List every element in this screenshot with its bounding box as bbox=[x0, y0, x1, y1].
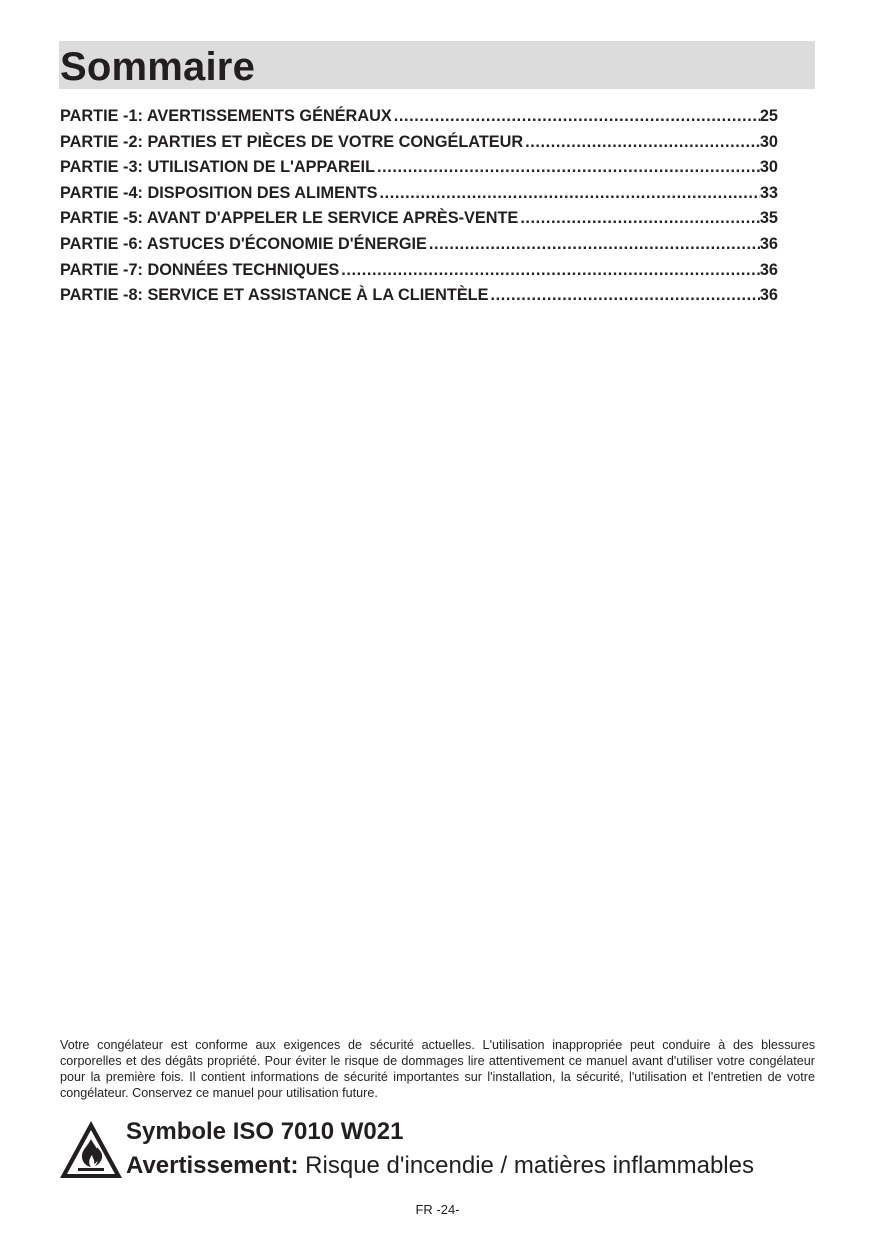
iso-symbol-title: Symbole ISO 7010 W021 bbox=[126, 1118, 404, 1145]
toc-entry-page: 30 bbox=[759, 158, 778, 177]
toc-leader-dots bbox=[392, 104, 760, 130]
page-title: Sommaire bbox=[60, 45, 256, 89]
toc-leader-dots bbox=[375, 155, 760, 181]
toc-entry-page: 30 bbox=[759, 132, 778, 151]
toc-leader-dots bbox=[427, 232, 760, 258]
toc-entry-6[interactable] bbox=[60, 232, 778, 258]
toc-entry-page: 33 bbox=[759, 183, 778, 202]
title-bar bbox=[59, 41, 815, 89]
toc-entry-label: PARTIE -2: PARTIES ET PIÈCES DE VOTRE CONGÉLATEUR bbox=[60, 132, 524, 151]
safety-notice: Votre congélateur est conforme aux exigences de sécurité actuelles. L'utilisation inappropriée peut conduire à des blessures corporelles et des dégâts propriété. Pour éviter le risque de dommages lire attentivement ce manuel avant d'utiliser votre congélateur pour la première fois. Il contient informations de sécurité importantes sur l'installation, la sécurité, l'utilisation et l'entretien de votre congélateur. Conservez ce manuel pour utilisation future. bbox=[60, 1038, 815, 1100]
toc-entry-page: 25 bbox=[759, 107, 778, 125]
toc-entry-4[interactable] bbox=[60, 181, 778, 207]
toc-entry-page: 36 bbox=[759, 234, 778, 253]
toc-entry-label: PARTIE -3: UTILISATION DE L'APPAREIL bbox=[60, 158, 376, 177]
toc-leader-dots bbox=[523, 130, 760, 156]
toc-leader-dots bbox=[339, 258, 760, 284]
toc-entry-label: PARTIE -8: SERVICE ET ASSISTANCE À LA CLIENTÈLE bbox=[60, 286, 489, 305]
toc-entry-1[interactable] bbox=[60, 104, 778, 130]
toc-entry-label: PARTIE -6: ASTUCES D'ÉCONOMIE D'ÉNERGIE bbox=[60, 234, 427, 253]
iso-warning-label: Avertissement: bbox=[126, 1152, 299, 1179]
toc-entry-page: 36 bbox=[759, 286, 778, 305]
page-number: FR -24- bbox=[415, 1202, 460, 1217]
toc-entry-page: 35 bbox=[759, 209, 778, 228]
toc-entry-7[interactable] bbox=[60, 258, 778, 284]
toc-leader-dots bbox=[518, 206, 760, 232]
toc-entry-2[interactable] bbox=[60, 130, 778, 156]
toc-leader-dots bbox=[488, 283, 759, 309]
iso-warning-text: Risque d'incendie / matières inflammables bbox=[298, 1152, 754, 1179]
toc-entry-label: PARTIE -4: DISPOSITION DES ALIMENTS bbox=[60, 183, 378, 202]
fire-warning-triangle-icon bbox=[58, 1119, 124, 1181]
toc-leader-dots bbox=[378, 181, 760, 207]
iso-warning-line bbox=[126, 1150, 754, 1182]
toc-entry-label: PARTIE -5: AVANT D'APPELER LE SERVICE APRÈS-VENTE bbox=[60, 209, 519, 228]
toc-entry-3[interactable] bbox=[60, 155, 778, 181]
toc-entry-8[interactable] bbox=[60, 283, 778, 309]
table-of-contents bbox=[60, 104, 778, 309]
toc-entry-label: PARTIE -7: DONNÉES TECHNIQUES bbox=[60, 260, 340, 279]
toc-entry-5[interactable] bbox=[60, 206, 778, 232]
toc-entry-label: PARTIE -1: AVERTISSEMENTS GÉNÉRAUX bbox=[60, 107, 392, 125]
toc-entry-page: 36 bbox=[759, 260, 778, 279]
